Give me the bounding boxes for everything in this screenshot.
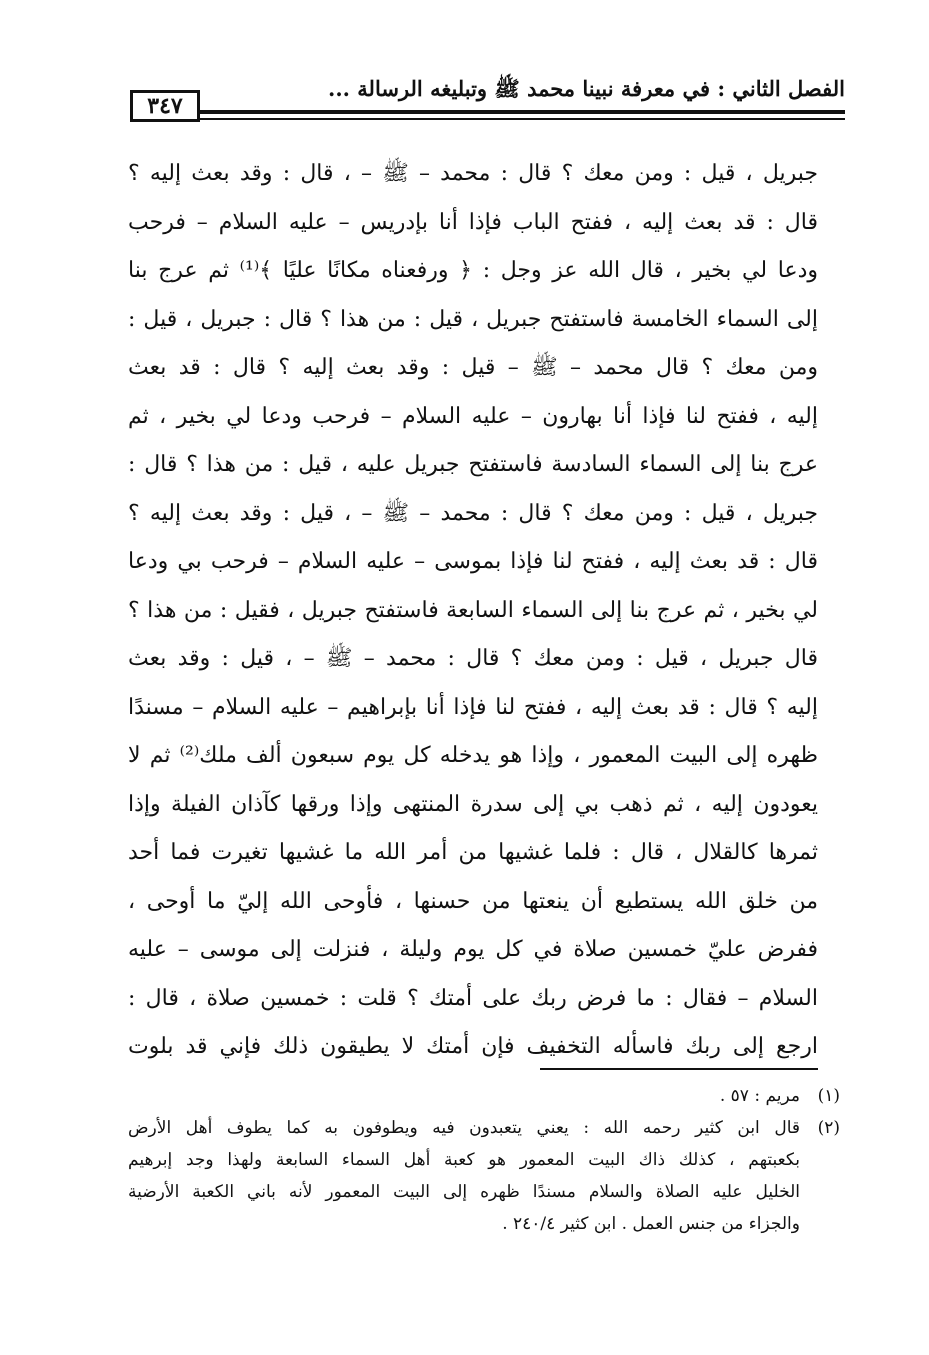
text-line: ثمرها كالقلال ، قال : فلما غشيها من أمر الله ما غشيها تغيرت فما أحد [128, 840, 818, 865]
text-line: إليه ، ففتح لنا فإذا أنا بهارون – عليه السلام – فرحب ودعا لي بخير ، ثم [128, 403, 818, 429]
main-text [128, 150, 818, 1072]
running-header [130, 70, 845, 130]
footnote-2 [128, 1112, 840, 1240]
text-line: عرج بنا إلى السماء السادسة فاستفتح جبريل عليه ، قيل : من هذا ؟ قال : [128, 452, 818, 477]
header-rule-thick [200, 110, 845, 114]
footnote-separator [540, 1068, 818, 1070]
text-line: ففرض عليّ خمسين صلاة في كل يوم وليلة ، فنزلت إلى موسى – عليه [128, 937, 818, 962]
footnote-line: والجزاء من جنس العمل . ابن كثير ٢٤٠/٤ . [502, 1214, 800, 1234]
text-line: جبريل ، قيل : ومن معك ؟ قال : محمد – ﷺ – ، قيل : وقد بعث إليه ؟ [128, 500, 818, 526]
text-line: إليه ؟ قال : قد بعث إليه ، ففتح لنا فإذا أنا بإبراهيم – عليه السلام – مسندًا [128, 694, 818, 720]
footnote-line: الخليل عليه الصلاة والسلام مسندًا ظهره إلى البيت المعمور لأنه باني الكعبة الأرضية [128, 1182, 800, 1202]
footnote-line: بكعبتهم ، كذلك ذاك البيت المعمور هو كعبة أهل السماء السابعة ولهذا وجد إبرهيم [128, 1150, 800, 1170]
text-line: من خلق الله يستطيع أن ينعتها من حسنها ، فأوحى الله إليّ ما أوحى ، [128, 888, 818, 914]
footnote-line: مريم : ٥٧ . [719, 1086, 800, 1106]
text-line: السلام – فقال : ما فرض ربك على أمتك ؟ قلت : خمسين صلاة ، قال : [128, 985, 818, 1011]
text-line: قال : قد بعث إليه ، ففتح الباب فإذا أنا بإدريس – عليه السلام – فرحب [128, 209, 818, 235]
footnotes [128, 1080, 840, 1240]
text-line: جبريل ، قيل : ومن معك ؟ قال : محمد – ﷺ – ، قال : وقد بعث إليه ؟ [128, 161, 818, 186]
text-line: قال جبريل ، قيل : ومن معك ؟ قال : محمد – ﷺ – ، قيل : وقد بعث [128, 646, 818, 671]
text-line: ومن معك ؟ قال محمد – ﷺ – قيل : وقد بعث إليه ؟ قال : قد بعث [128, 355, 818, 380]
page-number-box [130, 90, 200, 122]
footnote-number: (١) [817, 1086, 840, 1106]
text-line: ظهره إلى البيت المعمور ، وإذا هو يدخله كل يوم سبعون ألف ملك⁽²⁾ ثم لا [128, 743, 818, 768]
header-rule-thin [200, 118, 845, 120]
text-line: ارجع إلى ربك فاسأله التخفيف فإن أمتك لا يطيقون ذلك فإني قد بلوت [128, 1034, 818, 1059]
text-line: ودعا لي بخير ، قال الله عز وجل : ﴿ ورفعناه مكانًا عليًا ﴾⁽¹⁾ ثم عرج بنا [128, 258, 818, 283]
chapter-title: الفصل الثاني : في معرفة نبينا محمد ﷺ وتبليغه الرسالة ... [328, 76, 845, 101]
footnote-1 [128, 1080, 840, 1112]
footnote-number: (٢) [817, 1118, 840, 1138]
text-line: قال : قد بعث إليه ، ففتح لنا فإذا بموسى – عليه السلام – فرحب بي ودعا [128, 549, 818, 574]
page-number: ٣٤٧ [147, 93, 183, 119]
text-line: يعودون إليه ، ثم ذهب بي إلى سدرة المنتهى وإذا ورقها كآذان الفيلة وإذا [128, 791, 818, 817]
footnote-line: قال ابن كثير رحمه الله : يعني يتعبدون فيه ويطوفون به كما يطوف أهل الأرض [128, 1118, 800, 1138]
text-line: لي بخير ، ثم عرج بنا إلى السماء السابعة فاستفتح جبريل ، فقيل : من هذا ؟ [128, 597, 818, 623]
text-line: إلى السماء الخامسة فاستفتح جبريل ، قيل : من هذا ؟ قال : جبريل ، قيل : [128, 306, 818, 332]
